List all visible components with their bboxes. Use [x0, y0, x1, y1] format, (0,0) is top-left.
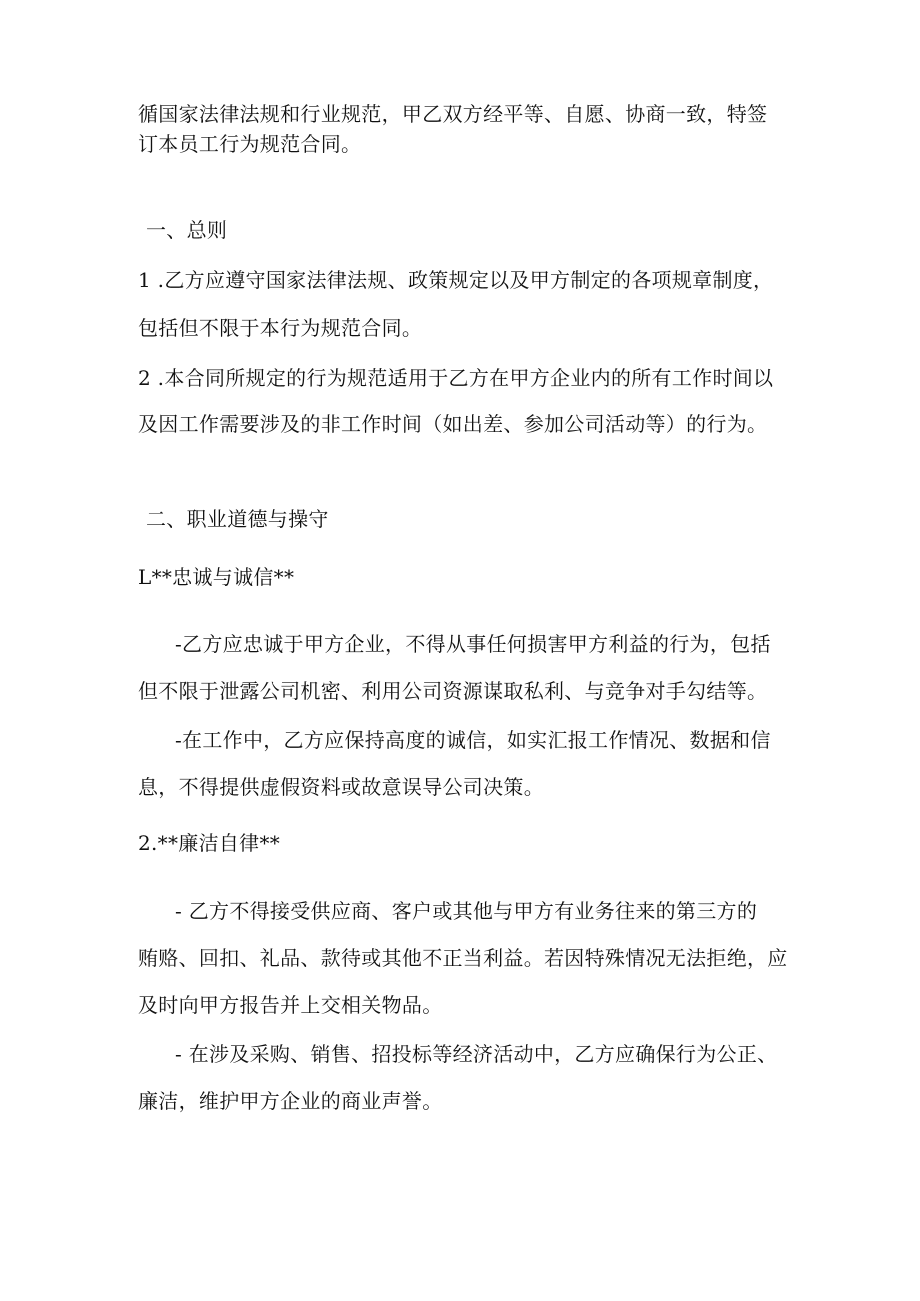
clause-1-line-2: 包括但不限于本行为规范合同。 [138, 316, 423, 340]
integrity-bullet-1-line-2: 贿赂、回扣、礼品、款待或其他不正当利益。若因特殊情况无法拒绝，应 [138, 946, 788, 970]
integrity-bullet-2-line-1: - 在涉及采购、销售、招投标等经济活动中，乙方应确保行为公正、 [175, 1042, 778, 1066]
intro-line-1: 循国家法律法规和行业规范，甲乙双方经平等、自愿、协商一致，特签 [138, 102, 768, 126]
integrity-bullet-2-line-2: 廉洁，维护甲方企业的商业声誉。 [138, 1089, 443, 1113]
loyalty-bullet-1-line-1: -乙方应忠诚于甲方企业，不得从事任何损害甲方利益的行为，包括 [175, 632, 771, 656]
loyalty-bullet-2-line-1: -在工作中，乙方应保持高度的诚信，如实汇报工作情况、数据和信 [175, 728, 771, 752]
integrity-bullet-1-line-1: - 乙方不得接受供应商、客户或其他与甲方有业务往来的第三方的 [175, 899, 758, 923]
clause-1-line-1: 1 .乙方应遵守国家法律法规、政策规定以及甲方制定的各项规章制度， [138, 268, 774, 292]
subsection-title-loyalty: L**忠诚与诚信** [138, 565, 295, 589]
section-heading-general: 一、总则 [146, 218, 228, 242]
subsection-title-integrity: 2.**廉洁自律** [138, 831, 281, 855]
loyalty-bullet-2-line-2: 息，不得提供虚假资料或故意误导公司决策。 [138, 775, 544, 799]
loyalty-bullet-1-line-2: 但不限于泄露公司机密、利用公司资源谋取私利、与竞争对手勾结等。 [138, 679, 768, 703]
clause-2-line-1: 2 .本合同所规定的行为规范适用于乙方在甲方企业内的所有工作时间以 [138, 366, 774, 390]
clause-2-line-2: 及因工作需要涉及的非工作时间（如出差、参加公司活动等）的行为。 [138, 412, 768, 436]
section-heading-ethics: 二、职业道德与操守 [146, 507, 329, 531]
integrity-bullet-1-line-3: 及时向甲方报告并上交相关物品。 [138, 993, 443, 1017]
intro-line-2: 订本员工行为规范合同。 [138, 132, 362, 156]
